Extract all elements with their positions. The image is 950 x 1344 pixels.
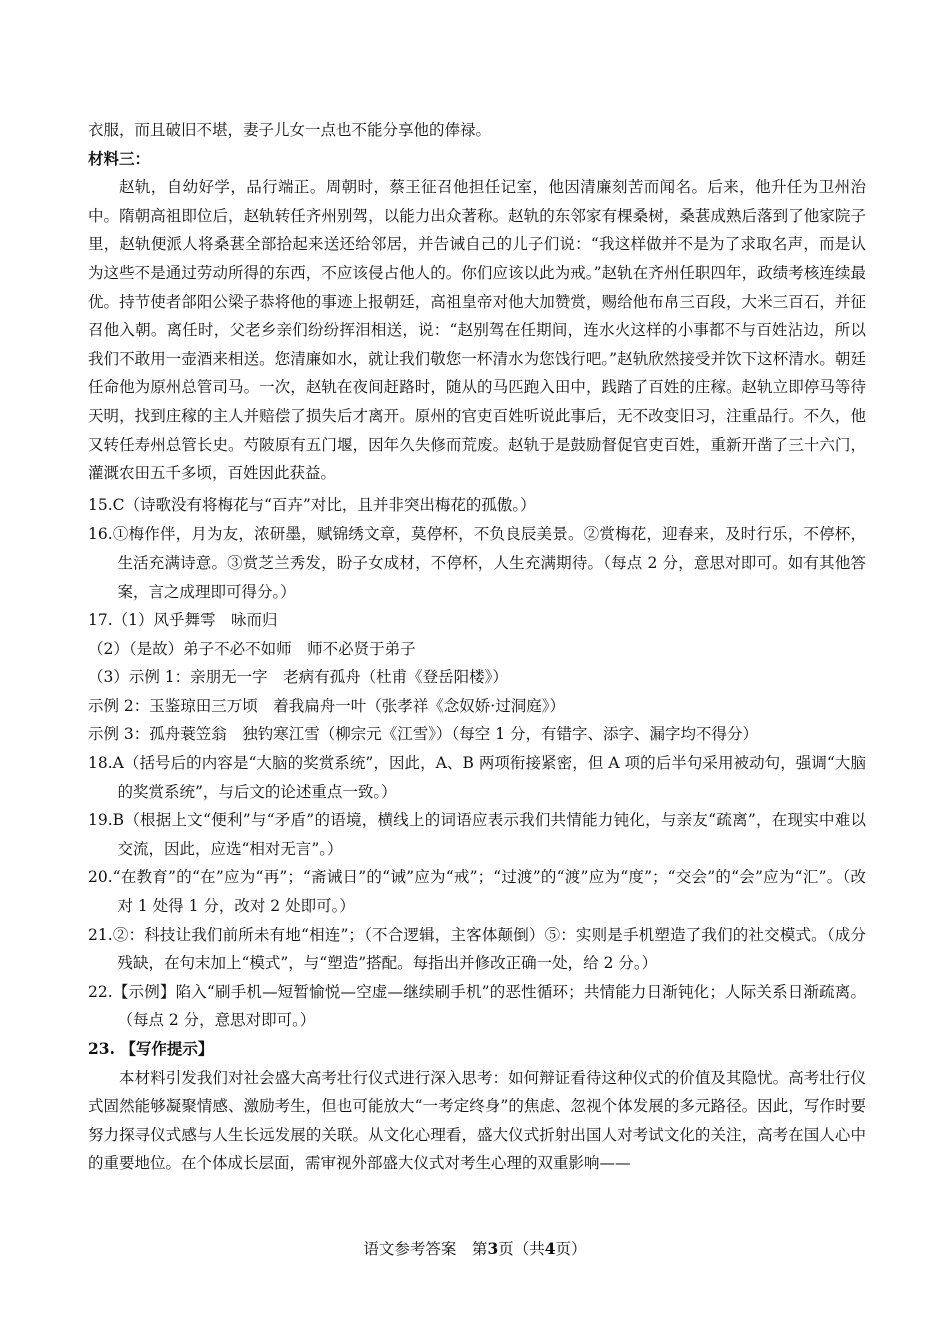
answer-15: 15.C（诗歌没有将梅花与“百卉”对比，且并非突出梅花的孤傲。）	[88, 495, 536, 514]
answer-17-1: 17.（1）风乎舞雩 咏而归	[88, 611, 278, 630]
section-heading: 材料三：	[88, 148, 151, 168]
answer-17-example-3: 示例 3：孤舟蓑笠翁 独钓寒江雪（柳宗元《江雪》）（每空 1 分，有错字、添字、漏字均不得分）	[88, 725, 759, 744]
answer-18: 18.A（括号后的内容是“大脑的奖赏系统”，因此，A、B 两项衔接紧密，但 A 项的后半句采用被动句，强调“大脑的奖赏系统”，与后文的论述重点一致。）	[88, 754, 866, 801]
footer-total-pages: 4	[544, 1239, 556, 1258]
answer-16: 16.①梅作伴，月为友，浓研墨，赋锦绣文章，莫停杯，不负良辰美景。②赏梅花，迎春来，及时行乐，不停杯，生活充满诗意。③赏芝兰秀发，盼子女成材，不停杯，人生充满期待。（每点 2 分，意思对即可。如有其他答案，言之成理即可得分。）	[88, 525, 866, 601]
answer-20: 20.“在教育”的“在”应为“再”；“斋诫日”的“诫”应为“戒”；“过渡”的“渡”应为“度”；“交会”的“会”应为“汇”。（改对 1 处得 1 分，改对 2 处即可。）	[88, 868, 866, 916]
answer-document	[88, 116, 866, 1178]
footer-page-number: 3	[487, 1239, 499, 1258]
answer-17-2: （2）（是故）弟子不必不如师 师不必贤于弟子	[88, 639, 416, 658]
answer-22: 22.【示例】陷入“刷手机—短暂愉悦—空虚—继续刷手机”的恶性循环；共情能力日渐钝化；人际关系日渐疏离。（每点 2 分，意思对即可。）	[88, 982, 866, 1030]
answer-23-heading: 23. 【写作提示】	[88, 1039, 214, 1058]
footer-mid: 页（共	[498, 1240, 545, 1258]
answer-21: 21.②：科技让我们前所未有地“相连”；（不合逻辑，主客体颠倒）⑤：实则是手机塑造了我们的社交模式。（成分残缺，在句末加上“模式”，与“塑造”搭配。每指出并修改正确一处，给 2 分。）	[88, 925, 866, 973]
footer-prefix: 语文参考答案 第	[363, 1240, 488, 1258]
text-line: 衣服，而且破旧不堪，妻子儿女一点也不能分享他的俸禄。	[88, 121, 492, 139]
translation-paragraph: 赵轨，自幼好学，品行端正。周朝时，蔡王征召他担任记室，他因清廉刻苦而闻名。后来，他升任为卫州治中。隋朝高祖即位后，赵轨转任齐州别驾，以能力出众著称。赵轨的东邻家有棵桑树，桑葚成熟后落到了他家院子里，赵轨便派人将桑葚全部拾起来送还给邻居，并告诫自己的儿子们说：“我这样做并不是为了求取名声，而是认为这些不是通过劳动所得的东西，不应该侵占他人的。你们应该以此为戒。”赵轨在齐州任职四年，政绩考核连续最优。持节使者郃阳公梁子恭将他的事迹上报朝廷，高祖皇帝对他大加赞赏，赐给他布帛三百段，大米三百石，并征召他入朝。离任时，父老乡亲们纷纷挥泪相送，说：“赵别驾在任期间，连水火这样的小事都不与百姓沾边，所以我们不敢用一壶酒来相送。您清廉如水，就让我们敬您一杯清水为您饯行吧。”赵轨欣然接受并饮下这杯清水。朝廷任命他为原州总管司马。一次，赵轨在夜间赶路时，随从的马匹跑入田中，践踏了百姓的庄稼。赵轨立即停马等待天明，找到庄稼的主人并赔偿了损失后才离开。原州的官吏百姓听说此事后，无不改变旧习，注重品行。不久，他又转任寿州总管长史。芍陂原有五门堰，因年久失修而荒废。赵轨于是鼓励督促官吏百姓，重新开凿了三十六门，灌溉农田五千多顷，百姓因此获益。	[88, 178, 866, 483]
footer-suffix: 页）	[555, 1240, 587, 1258]
page-footer	[0, 1237, 950, 1259]
answer-17-example-2: 示例 2：玉鉴琼田三万顷 着我扁舟一叶（张孝祥《念奴娇·过洞庭》）	[88, 696, 565, 715]
answer-17-3: （3）示例 1：亲朋无一字 老病有孤舟（杜甫《登岳阳楼》）	[88, 668, 508, 687]
writing-tips-paragraph: 本材料引发我们对社会盛大高考壮行仪式进行深入思考：如何辩证看待这种仪式的价值及其隐忧。高考壮行仪式固然能够凝聚情感、激励考生，但也可能放大“一考定终身”的焦虑、忽视个体发展的多元路径。因此，写作时要努力探寻仪式感与人生长远发展的关联。从文化心理看，盛大仪式折射出国人对考试文化的关注，高考在国人心中的重要地位。在个体成长层面，需审视外部盛大仪式对考生心理的双重影响——	[88, 1068, 866, 1173]
answer-19: 19.B（根据上文“便利”与“矛盾”的语境，横线上的词语应表示我们共情能力钝化，与亲友“疏离”，在现实中难以交流，因此，应选“相对无言”。）	[88, 811, 866, 858]
